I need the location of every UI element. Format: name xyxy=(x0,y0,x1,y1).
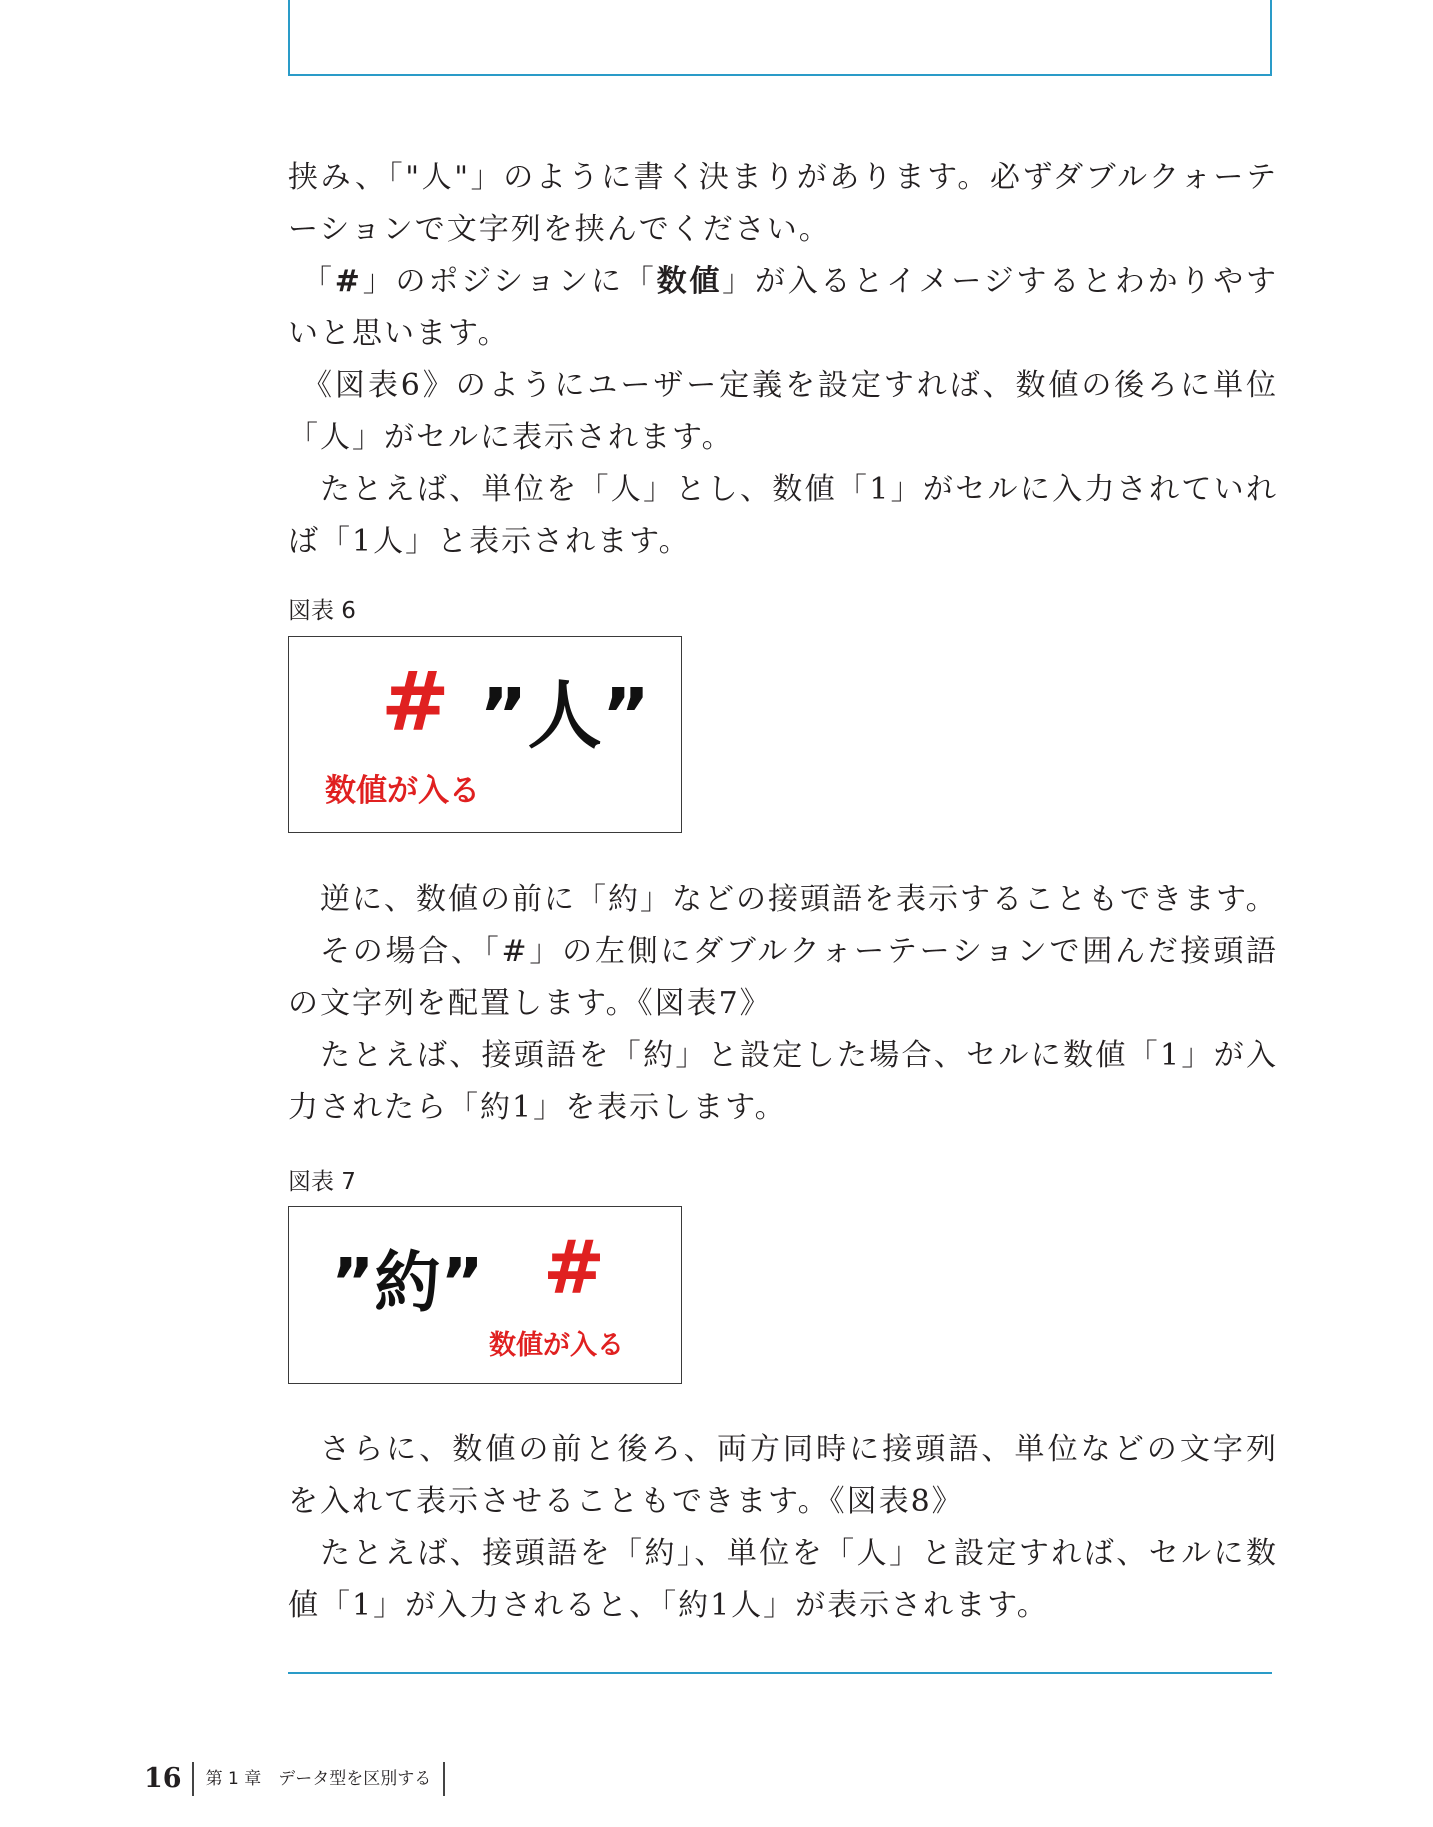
paragraph-3: 《図表6》のようにユーザー定義を設定すれば、数値の後ろに単位「人」がセルに表示されます。 xyxy=(288,368,1278,455)
bottom-divider xyxy=(288,1672,1272,1674)
p2-tail: 」が入るとイメージするとわかりやすいと思います。 xyxy=(288,264,1278,351)
page-footer xyxy=(144,1762,445,1796)
paragraph-1: 挟み、「"人"」のように書く決まりがあります。必ずダブルクォーテーションで文字列を挟んでください。 xyxy=(288,160,1278,247)
figure-6 xyxy=(288,636,682,833)
paragraph-5: 逆に、数値の前に「約」などの接頭語を表示することもできます。 xyxy=(320,882,1278,917)
figure-7-prefix-text: ”約” xyxy=(331,1244,484,1321)
figure-6-hash: # xyxy=(381,655,450,750)
paragraph-2 xyxy=(288,256,1278,360)
paragraph-7: たとえば、接頭語を「約」と設定した場合、セルに数値「1」が入力されたら「約1」を表示します。 xyxy=(288,1038,1278,1125)
p2-open-bracket: 「 xyxy=(302,264,335,299)
page-number: 16 xyxy=(144,1762,194,1796)
paragraph-8: さらに、数値の前と後ろ、両方同時に接頭語、単位などの文字列を入れて表示させることもできます。《図表8》 xyxy=(288,1432,1278,1519)
figure-6-unit-text: ”人” xyxy=(479,673,651,759)
figure-7-note: 数値が入る xyxy=(489,1330,624,1361)
figure-7-caption: 図表 7 xyxy=(288,1169,356,1195)
figure-7 xyxy=(288,1206,682,1384)
figure-6-caption: 図表 6 xyxy=(288,598,356,624)
p2-mid: 」のポジションに「 xyxy=(361,264,657,299)
figure-7-hash: # xyxy=(543,1225,606,1311)
figure-6-note: 数値が入る xyxy=(325,773,480,809)
paragraph-9: たとえば、接頭語を「約」、単位を「人」と設定すれば、セルに数値「1」が入力されると、「約1人」が表示されます。 xyxy=(288,1536,1278,1623)
paragraph-6: その場合、「#」の左側にダブルクォーテーションで囲んだ接頭語の文字列を配置します。《図表7》 xyxy=(288,934,1278,1021)
paragraph-4: たとえば、単位を「人」とし、数値「1」がセルに入力されていれば「1人」と表示されます。 xyxy=(288,472,1278,559)
top-frame-box xyxy=(288,0,1272,76)
p2-hash-bold: # xyxy=(334,264,362,299)
chapter-title: 第 1 章 データ型を区別する xyxy=(194,1762,446,1796)
p2-number-bold: 数値 xyxy=(656,264,723,299)
